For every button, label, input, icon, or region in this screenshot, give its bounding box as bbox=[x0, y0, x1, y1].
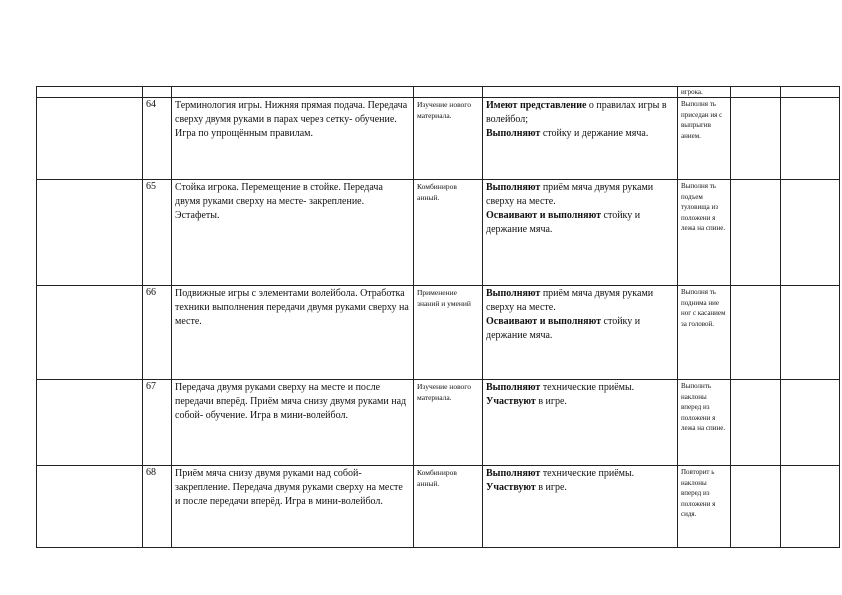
student-activities bbox=[483, 380, 678, 466]
lesson-type: Применение знаний и умений bbox=[414, 286, 483, 380]
table-cell bbox=[37, 286, 143, 380]
activity-text: приём мяча двумя руками сверху на месте. bbox=[486, 288, 654, 313]
table-row bbox=[37, 87, 840, 98]
table-cell bbox=[37, 380, 143, 466]
table-row bbox=[37, 98, 840, 180]
lesson-plan-table bbox=[36, 86, 840, 548]
activity-text: в игре. bbox=[535, 482, 567, 493]
activity-verb: Выполняют bbox=[486, 128, 541, 139]
activity-verb: Имеют представление bbox=[486, 100, 587, 111]
lesson-number: 64 bbox=[143, 98, 172, 180]
lesson-topic: Подвижные игры с элементами волейбола. Отработка техники выполнения передачи двумя руками сверху на месте. bbox=[172, 286, 414, 380]
table-cell bbox=[37, 87, 143, 98]
activity-verb: Выполняют bbox=[486, 288, 541, 299]
table-cell bbox=[414, 87, 483, 98]
activity-text: в игре. bbox=[535, 396, 567, 407]
table-cell bbox=[37, 466, 143, 548]
student-activities bbox=[483, 98, 678, 180]
table-cell bbox=[731, 466, 781, 548]
table-cell bbox=[781, 286, 840, 380]
table-cell bbox=[731, 286, 781, 380]
activity-verb: Выполняют bbox=[486, 382, 541, 393]
lesson-type: Комбиниров анный. bbox=[414, 466, 483, 548]
lesson-number: 68 bbox=[143, 466, 172, 548]
homework-cell: Повторит ь наклоны вперед из положени я сидя. bbox=[678, 466, 731, 548]
table-cell bbox=[731, 380, 781, 466]
activity-text: стойку и держание мяча. bbox=[540, 128, 649, 139]
table-cell bbox=[731, 180, 781, 286]
homework-cell: Выполнть наклоны вперед из положени я лежа на спине. bbox=[678, 380, 731, 466]
activity-text: стойку и держание мяча. bbox=[486, 316, 641, 341]
lesson-type: Комбиниров анный. bbox=[414, 180, 483, 286]
homework-cell: Выполня ть подъем туловища из положени я лежа на спине. bbox=[678, 180, 731, 286]
lesson-type: Изучение нового материала. bbox=[414, 380, 483, 466]
lesson-topic: Передача двумя руками сверху на месте и после передачи вперёд. Приём мяча снизу двумя руками над собой- обучение. Игра в мини-волейбол. bbox=[172, 380, 414, 466]
student-activities bbox=[483, 180, 678, 286]
activity-verb: Осваивают и выполняют bbox=[486, 316, 602, 327]
activity-text: технические приёмы. bbox=[540, 468, 635, 479]
activity-text: о правилах игры в волейбол; bbox=[486, 100, 667, 125]
table-cell bbox=[483, 87, 678, 98]
table-cell bbox=[781, 380, 840, 466]
table-cell bbox=[781, 98, 840, 180]
table-cell bbox=[37, 180, 143, 286]
table-cell bbox=[731, 87, 781, 98]
table-row bbox=[37, 466, 840, 548]
lesson-topic: Приём мяча снизу двумя руками над собой- закрепление. Передача двумя руками сверху на месте и после передачи вперёд. Игра в мини-волейбол. bbox=[172, 466, 414, 548]
activity-text: приём мяча двумя руками сверху на месте. bbox=[486, 182, 654, 207]
lesson-number: 66 bbox=[143, 286, 172, 380]
table-cell bbox=[731, 98, 781, 180]
lesson-topic: Стойка игрока. Перемещение в стойке. Передача двумя руками сверху на месте- закрепление. Эстафеты. bbox=[172, 180, 414, 286]
activity-verb: Осваивают и выполняют bbox=[486, 210, 602, 221]
lesson-topic: Терминология игры. Нижняя прямая подача. Передача сверху двумя руками в парах через сетку- обучение. Игра по упрощённым правилам. bbox=[172, 98, 414, 180]
table-row bbox=[37, 180, 840, 286]
table-cell bbox=[143, 87, 172, 98]
table-cell bbox=[172, 87, 414, 98]
table-cell bbox=[37, 98, 143, 180]
activity-verb: Участвуют bbox=[486, 482, 536, 493]
activity-verb: Участвуют bbox=[486, 396, 536, 407]
student-activities bbox=[483, 286, 678, 380]
lesson-type: Изучение нового материала. bbox=[414, 98, 483, 180]
activity-text: технические приёмы. bbox=[540, 382, 635, 393]
activity-verb: Выполняют bbox=[486, 182, 541, 193]
homework-cell: Выполня ть приседан ия с выпрыгив анием. bbox=[678, 98, 731, 180]
student-activities bbox=[483, 466, 678, 548]
homework-cell: Выполня ть поднима ние ног с касанием за головой. bbox=[678, 286, 731, 380]
activity-text: стойку и держание мяча. bbox=[486, 210, 641, 235]
table-cell bbox=[781, 180, 840, 286]
table-row bbox=[37, 286, 840, 380]
activity-verb: Выполняют bbox=[486, 468, 541, 479]
table-cell bbox=[781, 87, 840, 98]
homework-cell: игрока. bbox=[678, 87, 731, 98]
lesson-number: 65 bbox=[143, 180, 172, 286]
table-cell bbox=[781, 466, 840, 548]
lesson-number: 67 bbox=[143, 380, 172, 466]
table-row bbox=[37, 380, 840, 466]
